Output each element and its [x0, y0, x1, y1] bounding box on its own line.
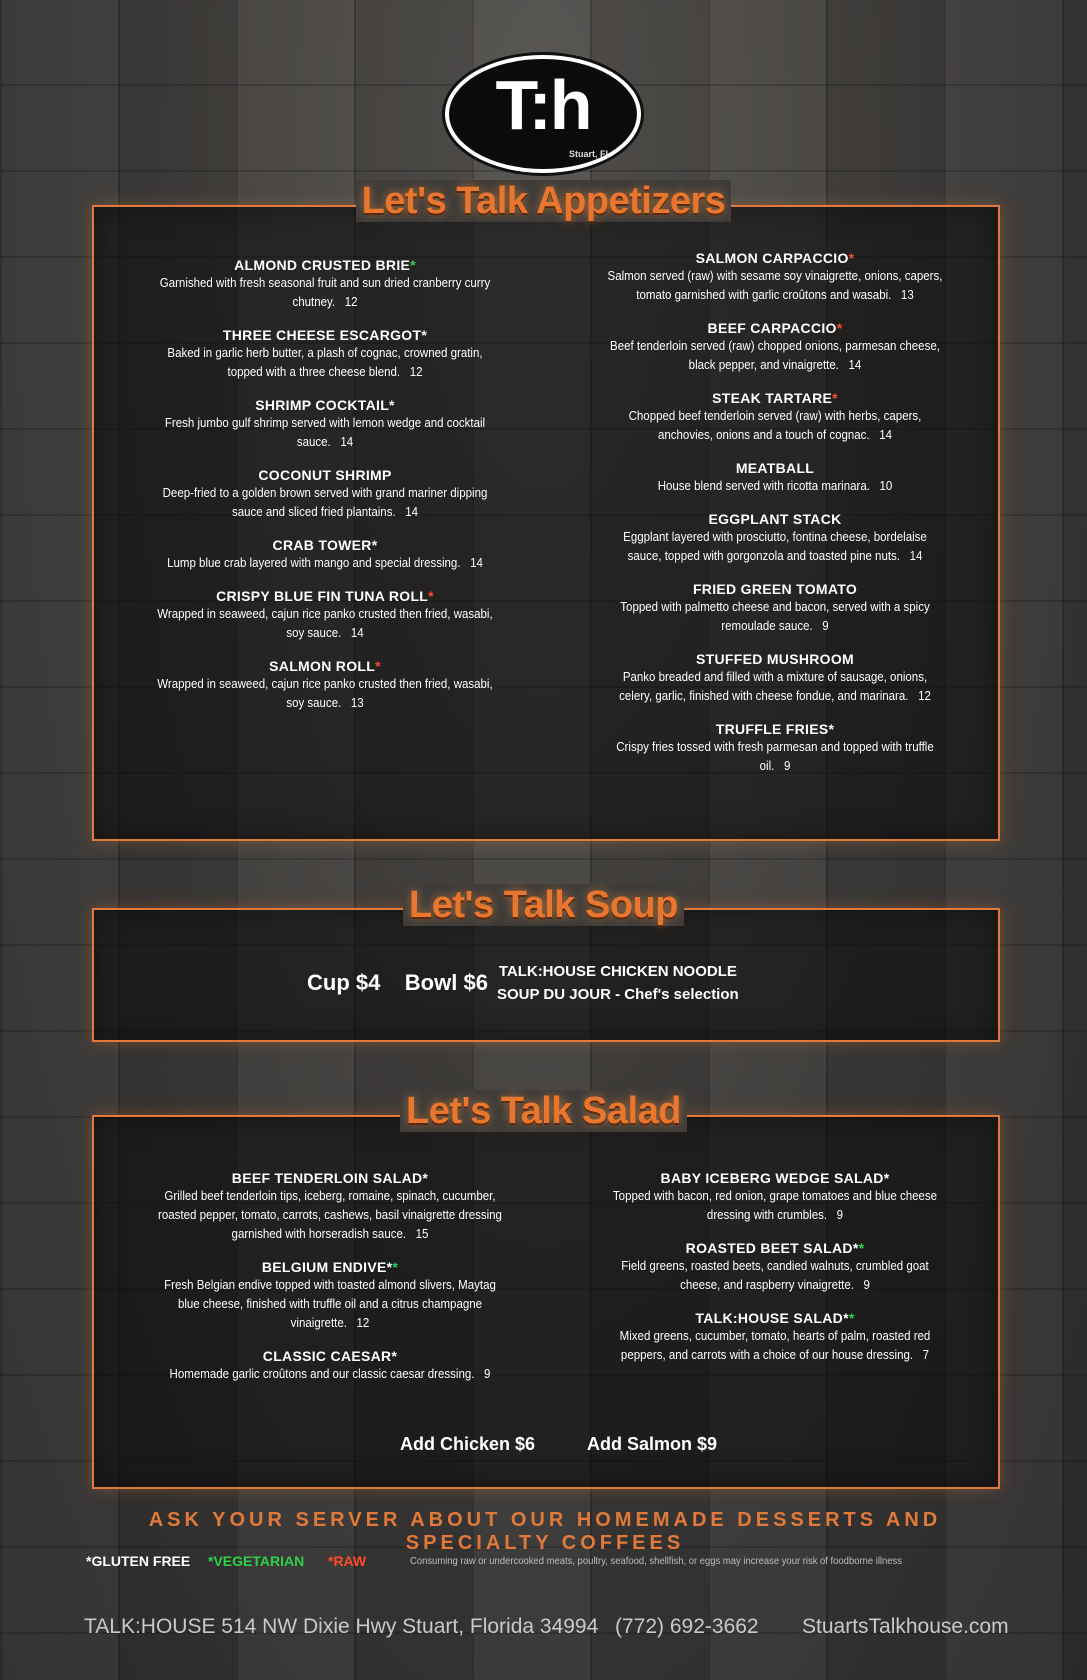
- soup-prices: Cup $4 Bowl $6: [307, 970, 488, 995]
- menu-item-price: 7: [922, 1348, 930, 1362]
- menu-item-price: 12: [918, 689, 931, 703]
- menu-item-desc-text: Field greens, roasted beets, candied walnuts, crumbled goat cheese, and raspberry vinaigrette.: [621, 1259, 929, 1292]
- menu-item-title: BEEF TENDERLOIN SALAD*: [231, 1170, 429, 1186]
- logo-mark: T:h: [495, 66, 591, 144]
- menu-item-title: SALMON ROLL: [269, 658, 376, 674]
- menu-item-description: [605, 738, 945, 776]
- menu-item-desc-text: Grilled beef tenderloin tips, iceberg, romaine, spinach, cucumber, roasted pepper, tomato, carrots, cashews, basil vinaigrette dressing garnished with horseradish sauce.: [158, 1189, 502, 1241]
- menu-item-price: 12: [409, 365, 423, 379]
- menu-item-name: [590, 390, 960, 406]
- menu-item: [590, 460, 960, 496]
- menu-item-title: SALMON CARPACCIO: [695, 250, 849, 266]
- menu-item-name: [140, 467, 510, 483]
- appetizers-title: Let's Talk Appetizers: [0, 180, 1087, 223]
- menu-item-name: [140, 1259, 520, 1275]
- menu-item: [590, 250, 960, 305]
- footer-address: TALK:HOUSE 514 NW Dixie Hwy Stuart, Florida 34994: [84, 1615, 599, 1638]
- menu-item: [590, 390, 960, 445]
- menu-item-description: [155, 605, 495, 643]
- menu-item-title: MEATBALL: [735, 460, 815, 476]
- menu-item: [140, 1170, 520, 1244]
- menu-item-title: TRUFFLE FRIES*: [715, 721, 835, 737]
- menu-item-name: [140, 658, 510, 674]
- legend-gluten-free: *GLUTEN FREE: [86, 1553, 191, 1569]
- menu-item: [590, 1240, 960, 1295]
- add-salmon: Add Salmon $9: [587, 1434, 718, 1454]
- legend-vegetarian: *VEGETARIAN: [208, 1553, 305, 1569]
- menu-item-price: 12: [356, 1316, 370, 1330]
- menu-item-description: [605, 598, 945, 636]
- menu-item-desc-text: House blend served with ricotta marinara.: [657, 479, 870, 493]
- soup-item-du-jour: SOUP DU JOUR - Chef's selection: [497, 986, 739, 1003]
- menu-item-name: [590, 460, 960, 476]
- menu-item-title: SHRIMP COCKTAIL*: [255, 397, 395, 413]
- menu-item-price: 14: [405, 505, 419, 519]
- menu-item-name: [140, 1348, 520, 1364]
- logo-location: Stuart, FL: [569, 149, 611, 159]
- soup-title: Let's Talk Soup: [0, 884, 1087, 927]
- menu-item-name: [140, 588, 510, 604]
- menu-item-name: [590, 250, 960, 266]
- menu-item: [140, 588, 510, 643]
- menu-item: [590, 721, 960, 776]
- menu-item-description: [155, 1187, 505, 1244]
- footer-phone: (772) 692-3662: [615, 1615, 759, 1638]
- menu-item-price: 9: [783, 759, 791, 773]
- menu-item-name: [140, 537, 510, 553]
- menu-item-title: STUFFED MUSHROOM: [695, 651, 854, 667]
- soup-item-chicken-noodle: TALK:HOUSE CHICKEN NOODLE: [498, 963, 737, 980]
- diet-marker: *: [848, 250, 855, 266]
- menu-item-desc-text: Lump blue crab layered with mango and special dressing.: [167, 556, 461, 570]
- diet-marker: *: [392, 1259, 399, 1275]
- menu-item-name: [590, 1310, 960, 1326]
- menu-item-title: THREE CHEESE ESCARGOT*: [222, 327, 428, 343]
- menu-item-description: [605, 407, 945, 445]
- menu-item-title: BELGIUM ENDIVE*: [261, 1259, 393, 1275]
- menu-item-desc-text: Mixed greens, cucumber, tomato, hearts of palm, roasted red peppers, and carrots with a choice of our house dressing.: [619, 1329, 931, 1362]
- menu-item-desc-text: Baked in garlic herb butter, a plash of cognac, crowned gratin, topped with a three cheese blend.: [167, 346, 483, 379]
- menu-item-price: 14: [848, 358, 862, 372]
- menu-item-title: CRAB TOWER*: [272, 537, 378, 553]
- menu-item-title: TALK:HOUSE SALAD*: [695, 1310, 849, 1326]
- menu-item-description: [155, 274, 495, 312]
- raw-food-warning: Consuming raw or undercooked meats, poultry, seafood, shellfish, or eggs may increase your risk of foodborne illness: [410, 1555, 903, 1567]
- menu-item-desc-text: Crispy fries tossed with fresh parmesan and topped with truffle oil.: [616, 740, 934, 773]
- soup-list: [497, 963, 739, 1003]
- menu-item: [140, 397, 510, 452]
- appetizers-right-column: [590, 250, 960, 791]
- menu-item-title: CRISPY BLUE FIN TUNA ROLL: [216, 588, 429, 604]
- menu-item: [140, 1348, 520, 1384]
- menu-item-name: [590, 581, 960, 597]
- menu-item: [590, 1170, 960, 1225]
- menu-item-desc-text: Garnished with fresh seasonal fruit and sun dried cranberry curry chutney.: [159, 276, 491, 309]
- menu-item-desc-text: Salmon served (raw) with sesame soy vinaigrette, onions, capers, tomato garnished with garlic croûtons and wasabi.: [607, 269, 943, 302]
- menu-item: [140, 327, 510, 382]
- menu-item: [590, 511, 960, 566]
- diet-marker: *: [375, 658, 381, 674]
- diet-marker: *: [848, 1310, 855, 1326]
- appetizers-left-column: [140, 257, 510, 728]
- diet-marker: *: [858, 1240, 865, 1256]
- menu-item-name: [140, 1170, 520, 1186]
- menu-item-title: ROASTED BEET SALAD*: [685, 1240, 859, 1256]
- menu-item-title: EGGPLANT STACK: [708, 511, 842, 527]
- menu-item-price: 9: [863, 1278, 870, 1292]
- menu-item-name: [590, 1170, 960, 1186]
- menu-item-price: 9: [484, 1367, 491, 1381]
- menu-item-desc-text: Panko breaded and filled with a mixture of sausage, onions, celery, garlic, finished with cheese fondue, and marinara.: [619, 670, 928, 703]
- menu-item-description: [605, 1187, 945, 1225]
- menu-item-price: 9: [836, 1208, 844, 1222]
- menu-item-description: [155, 414, 495, 452]
- menu-item-desc-text: Wrapped in seaweed, cajun rice panko crusted then fried, wasabi, soy sauce.: [157, 607, 493, 640]
- menu-item-desc-text: Beef tenderloin served (raw) chopped onions, parmesan cheese, black pepper, and vinaigrette.: [610, 339, 940, 372]
- menu-item-price: 9: [822, 619, 829, 633]
- menu-item-price: 15: [415, 1227, 429, 1241]
- menu-item-description: [155, 344, 495, 382]
- menu-item-title: ALMOND CRUSTED BRIE: [234, 257, 411, 273]
- menu-item-name: [590, 1240, 960, 1256]
- menu-item-title: COCONUT SHRIMP: [258, 467, 392, 483]
- salad-title: Let's Talk Salad: [0, 1090, 1087, 1133]
- menu-item-desc-text: Fresh Belgian endive topped with toasted almond slivers, Maytag blue cheese, finished with truffle oil and a citrus champagne vinaigrette.: [164, 1278, 496, 1330]
- menu-item-name: [140, 327, 510, 343]
- menu-item-price: 10: [879, 479, 893, 493]
- add-chicken: Add Chicken $6: [400, 1434, 536, 1454]
- menu-item-description: [605, 528, 945, 566]
- menu-item-title: FRIED GREEN TOMATO: [692, 581, 858, 597]
- menu-item: [590, 651, 960, 706]
- menu-item-description: [155, 554, 495, 573]
- menu-item: [140, 1259, 520, 1333]
- menu-item-name: [590, 511, 960, 527]
- menu-item-desc-text: Homemade garlic croûtons and our classic caesar dressing.: [169, 1367, 475, 1381]
- menu-item-price: 14: [909, 549, 923, 563]
- menu-item-name: [590, 651, 960, 667]
- menu-item-desc-text: Fresh jumbo gulf shrimp served with lemon wedge and cocktail sauce.: [164, 416, 486, 449]
- menu-item-price: 14: [470, 556, 483, 570]
- menu-item-description: [605, 1327, 945, 1365]
- menu-item-price: 13: [350, 696, 364, 710]
- menu-item-title: STEAK TARTARE: [712, 390, 833, 406]
- menu-item-price: 14: [350, 626, 364, 640]
- menu-item-desc-text: Deep-fried to a golden brown served with grand mariner dipping sauce and sliced fried plantains.: [162, 486, 488, 519]
- menu-item-description: [605, 1257, 945, 1295]
- menu-item-description: [605, 668, 945, 706]
- menu-item-name: [590, 320, 960, 336]
- legend-raw: *RAW: [328, 1553, 367, 1569]
- menu-item-price: 14: [340, 435, 354, 449]
- menu-item-description: [155, 1365, 505, 1384]
- menu-item-desc-text: Topped with bacon, red onion, grape tomatoes and blue cheese dressing with crumbles.: [612, 1189, 938, 1222]
- salad-left-column: [140, 1170, 520, 1399]
- menu-item-title: CLASSIC CAESAR*: [262, 1348, 398, 1364]
- logo: [445, 55, 641, 173]
- menu-item-desc-text: Eggplant layered with prosciutto, fontina cheese, bordelaise sauce, topped with gorgonzola and toasted pine nuts.: [623, 530, 927, 563]
- menu-item-price: 14: [879, 428, 892, 442]
- menu-item-desc-text: Wrapped in seaweed, cajun rice panko crusted then fried, wasabi, soy sauce.: [157, 677, 493, 710]
- salad-right-column: [590, 1170, 960, 1380]
- menu-item-price: 12: [344, 295, 358, 309]
- menu-item-description: [155, 1276, 505, 1333]
- desserts-note: ASK YOUR SERVER ABOUT OUR HOMEMADE DESSERTS AND SPECIALTY COFFEES: [148, 1509, 942, 1554]
- menu-item: [590, 1310, 960, 1365]
- menu-item-description: [605, 477, 945, 496]
- diet-marker: *: [836, 320, 843, 336]
- footer-website: StuartsTalkhouse.com: [802, 1615, 1009, 1638]
- menu-item-title: BABY ICEBERG WEDGE SALAD*: [660, 1170, 890, 1186]
- menu-item-description: [605, 267, 945, 305]
- diet-marker: *: [410, 257, 416, 273]
- menu-item: [140, 537, 510, 573]
- menu-item: [590, 581, 960, 636]
- menu-item-desc-text: Topped with palmetto cheese and bacon, served with a spicy remoulade sauce.: [620, 600, 930, 633]
- menu-item: [140, 467, 510, 522]
- menu-item-price: 13: [900, 288, 914, 302]
- menu-item: [590, 320, 960, 375]
- menu-item-description: [155, 484, 495, 522]
- menu-item-name: [140, 397, 510, 413]
- menu-item-description: [605, 337, 945, 375]
- menu-item: [140, 257, 510, 312]
- menu-item-name: [140, 257, 510, 273]
- menu-item: [140, 658, 510, 713]
- diet-marker: *: [428, 588, 434, 604]
- menu-item-name: [590, 721, 960, 737]
- menu-item-description: [155, 675, 495, 713]
- menu-item-title: BEEF CARPACCIO: [707, 320, 837, 336]
- menu-item-desc-text: Chopped beef tenderloin served (raw) with herbs, capers, anchovies, onions and a touch of cognac.: [628, 409, 922, 442]
- diet-marker: *: [832, 390, 838, 406]
